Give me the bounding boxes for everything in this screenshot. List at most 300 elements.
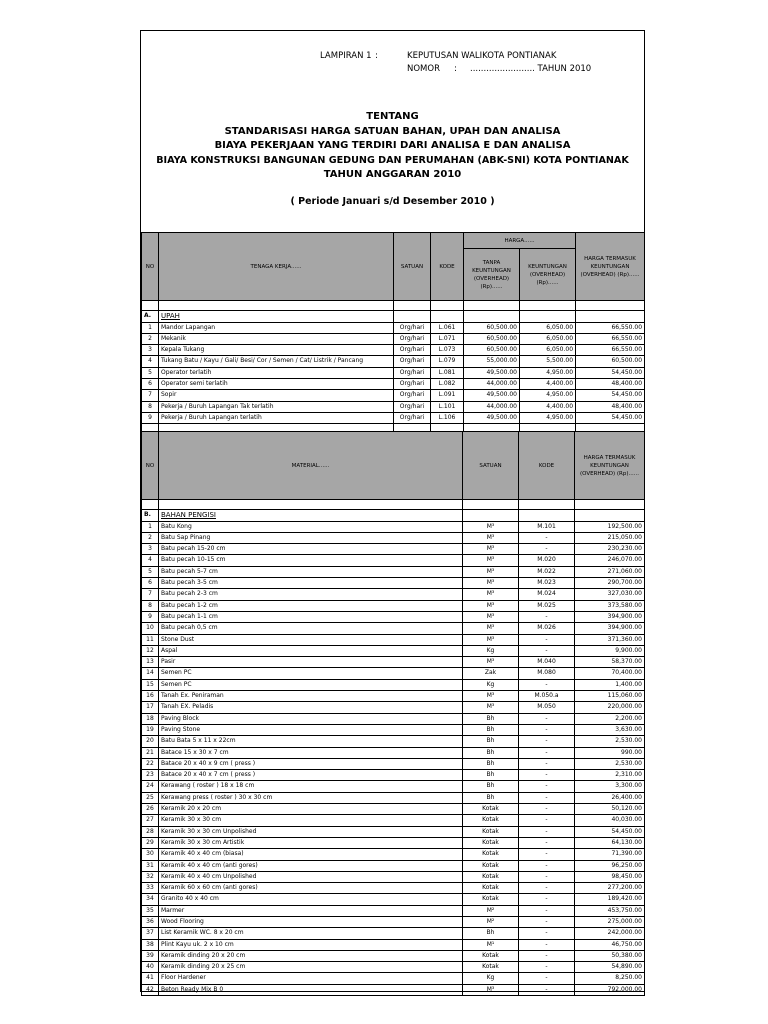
cell-no: 18 — [142, 713, 159, 724]
table-row — [142, 894, 645, 905]
table-row — [142, 984, 645, 995]
cell-material: Batu Bata 5 x 11 x 22cm — [159, 736, 463, 747]
cell-kode: - — [519, 758, 575, 769]
cell-tanpa-keuntungan: 49,500.00 — [464, 412, 520, 423]
cell-tenaga-kerja: Sopir — [159, 390, 394, 401]
nomor-colon: : — [454, 64, 457, 74]
cell-material: Keramik 40 x 40 cm Unpolished — [159, 871, 463, 882]
cell-satuan: Zak — [463, 668, 519, 679]
cell-harga-termasuk: 50,380.00 — [575, 950, 645, 961]
cell-material: List Keramik WC. 8 x 20 cm — [159, 928, 463, 939]
cell-kode: - — [519, 792, 575, 803]
table-row — [142, 939, 645, 950]
cell-harga-termasuk: 54,450.00 — [575, 826, 645, 837]
title-line-1: TENTANG — [366, 111, 419, 122]
cell-harga-termasuk: 2,530.00 — [575, 758, 645, 769]
cell-satuan: M³ — [463, 578, 519, 589]
cell-material: Marmer — [159, 905, 463, 916]
table-row — [142, 815, 645, 826]
cell-harga-termasuk: 115,060.00 — [575, 691, 645, 702]
cell-no: 2 — [142, 532, 159, 543]
cell-tanpa-keuntungan: 60,500.00 — [464, 322, 520, 333]
cell-no: 20 — [142, 736, 159, 747]
cell-kode: M.080 — [519, 668, 575, 679]
cell-material: Keramik 60 x 60 cm (anti gores) — [159, 883, 463, 894]
cell-satuan: M³ — [463, 702, 519, 713]
cell-harga-termasuk: 271,060.00 — [575, 566, 645, 577]
cell-material: Floor Hardener — [159, 973, 463, 984]
cell-no: 6 — [142, 578, 159, 589]
cell-tenaga-kerja: Pekerja / Buruh Lapangan terlatih — [159, 412, 394, 423]
cell-no: 1 — [142, 322, 159, 333]
cell-kode: - — [519, 724, 575, 735]
cell-kode: - — [519, 973, 575, 984]
cell-kode: L.061 — [431, 322, 464, 333]
table-row — [142, 333, 645, 344]
cell-satuan: Bh — [463, 713, 519, 724]
cell-satuan: Org/hari — [394, 412, 431, 423]
cell-kode: - — [519, 747, 575, 758]
cell-material: Batu pecah 1-1 cm — [159, 611, 463, 622]
header-harga-termasuk: HARGA TERMASUK KEUNTUNGAN (OVERHEAD) (Rp)...... — [575, 432, 645, 500]
cell-no: 38 — [142, 939, 159, 950]
cell-material: Batu pecah 1-2 cm — [159, 600, 463, 611]
cell-material: Plint Kayu uk. 2 x 10 cm — [159, 939, 463, 950]
cell-satuan: Kotak — [463, 894, 519, 905]
cell-no: 25 — [142, 792, 159, 803]
cell-material: Keramik dinding 20 x 20 cm — [159, 950, 463, 961]
cell-satuan: M³ — [463, 566, 519, 577]
title-line-5: TAHUN ANGGARAN 2010 — [323, 169, 462, 180]
cell-harga-termasuk: 26,400.00 — [575, 792, 645, 803]
cell-satuan: M³ — [463, 600, 519, 611]
table-row — [142, 578, 645, 589]
cell-no: 14 — [142, 668, 159, 679]
cell-satuan: M³ — [463, 984, 519, 995]
cell-no: 7 — [142, 390, 159, 401]
table-row — [142, 412, 645, 423]
cell-satuan: M³ — [463, 532, 519, 543]
cell-no: 41 — [142, 973, 159, 984]
cell-no: 26 — [142, 804, 159, 815]
cell-harga-termasuk: 98,450.00 — [575, 871, 645, 882]
cell-harga-termasuk: 50,120.00 — [575, 804, 645, 815]
cell-harga-termasuk: 990.00 — [575, 747, 645, 758]
title-line-3: BIAYA PEKERJAAN YANG TERDIRI DARI ANALISA E DAN ANALISA — [214, 140, 571, 151]
cell-harga-termasuk: 2,310.00 — [575, 770, 645, 781]
cell-material: Batu pecah 5-7 cm — [159, 566, 463, 577]
cell-kode: L.073 — [431, 345, 464, 356]
cell-no: 27 — [142, 815, 159, 826]
cell-harga-termasuk: 96,250.00 — [575, 860, 645, 871]
cell-material: Batu Kong — [159, 521, 463, 532]
cell-kode: M.024 — [519, 589, 575, 600]
cell-no: 36 — [142, 916, 159, 927]
cell-no: 7 — [142, 589, 159, 600]
cell-no: 28 — [142, 826, 159, 837]
cell-tanpa-keuntungan: 44,000.00 — [464, 401, 520, 412]
cell-no: 22 — [142, 758, 159, 769]
header-tenaga-kerja: TENAGA KERJA...... — [159, 233, 394, 301]
table-row — [142, 713, 645, 724]
cell-keuntungan: 4,950.00 — [520, 390, 576, 401]
cell-satuan: Kotak — [463, 860, 519, 871]
cell-no: 4 — [142, 356, 159, 367]
cell-harga-termasuk: 290,700.00 — [575, 578, 645, 589]
keputusan-text: KEPUTUSAN WALIKOTA PONTIANAK — [407, 51, 557, 61]
cell-kode: - — [519, 837, 575, 848]
title-line-4: BIAYA KONSTRUKSI BANGUNAN GEDUNG DAN PERUMAHAN (ABK-SNI) KOTA PONTIANAK — [156, 154, 629, 166]
cell-tanpa-keuntungan: 44,000.00 — [464, 379, 520, 390]
cell-tenaga-kerja: Operator terlatih — [159, 367, 394, 378]
cell-kode: M.101 — [519, 521, 575, 532]
cell-material: Batu pecah 0,5 cm — [159, 623, 463, 634]
table-row — [142, 566, 645, 577]
cell-material: Keramik 40 x 40 cm (anti gores) — [159, 860, 463, 871]
cell-keuntungan: 6,050.00 — [520, 322, 576, 333]
cell-kode: L.101 — [431, 401, 464, 412]
table-row — [142, 792, 645, 803]
table-row — [142, 521, 645, 532]
cell-keuntungan: 6,050.00 — [520, 333, 576, 344]
cell-tanpa-keuntungan: 55,000.00 — [464, 356, 520, 367]
cell-satuan: Bh — [463, 770, 519, 781]
cell-no: 24 — [142, 781, 159, 792]
table-row — [142, 611, 645, 622]
cell-harga-termasuk: 3,630.00 — [575, 724, 645, 735]
table-row — [142, 390, 645, 401]
cell-kode: - — [519, 939, 575, 950]
table-row — [142, 804, 645, 815]
cell-harga-termasuk: 40,030.00 — [575, 815, 645, 826]
cell-no: 3 — [142, 345, 159, 356]
table-row — [142, 916, 645, 927]
cell-satuan: M³ — [463, 691, 519, 702]
table-row — [142, 950, 645, 961]
table-row — [142, 962, 645, 973]
cell-satuan: M² — [463, 916, 519, 927]
cell-harga-termasuk: 54,450.00 — [576, 367, 645, 378]
table-row — [142, 544, 645, 555]
cell-kode: M.025 — [519, 600, 575, 611]
cell-kode: - — [519, 860, 575, 871]
cell-harga-termasuk: 230,230.00 — [575, 544, 645, 555]
cell-no: 39 — [142, 950, 159, 961]
cell-material: Wood Flooring — [159, 916, 463, 927]
cell-kode: - — [519, 679, 575, 690]
table-row — [142, 973, 645, 984]
cell-no: 32 — [142, 871, 159, 882]
cell-satuan: Bh — [463, 724, 519, 735]
cell-no: 5 — [142, 566, 159, 577]
cell-kode: - — [519, 544, 575, 555]
cell-satuan: M³ — [463, 657, 519, 668]
cell-material: Pasir — [159, 657, 463, 668]
cell-tenaga-kerja: Mandor Lapangan — [159, 322, 394, 333]
cell-kode: - — [519, 532, 575, 543]
table-row — [142, 668, 645, 679]
cell-no: 4 — [142, 555, 159, 566]
table-row — [142, 367, 645, 378]
cell-no: 29 — [142, 837, 159, 848]
cell-kode: L.079 — [431, 356, 464, 367]
header-harga: HARGA...... — [464, 233, 576, 249]
cell-kode: - — [519, 962, 575, 973]
cell-harga-termasuk: 192,500.00 — [575, 521, 645, 532]
cell-kode: L.081 — [431, 367, 464, 378]
cell-kode: L.091 — [431, 390, 464, 401]
cell-no: 31 — [142, 860, 159, 871]
cell-no: 10 — [142, 623, 159, 634]
table-row — [142, 781, 645, 792]
cell-material: Stone Dust — [159, 634, 463, 645]
document-title — [141, 110, 644, 183]
cell-tanpa-keuntungan: 49,500.00 — [464, 367, 520, 378]
cell-no: 3 — [142, 544, 159, 555]
cell-kode: - — [519, 645, 575, 656]
cell-harga-termasuk: 394,900.00 — [575, 623, 645, 634]
nomor-value: ........................ TAHUN 2010 — [470, 64, 592, 74]
cell-kode: - — [519, 928, 575, 939]
cell-no: 9 — [142, 611, 159, 622]
cell-satuan: Kotak — [463, 962, 519, 973]
cell-satuan: M² — [463, 905, 519, 916]
table-row — [142, 322, 645, 333]
cell-kode: - — [519, 826, 575, 837]
cell-harga-termasuk: 54,450.00 — [576, 390, 645, 401]
cell-no: 11 — [142, 634, 159, 645]
table-row — [142, 758, 645, 769]
cell-satuan: M³ — [463, 544, 519, 555]
cell-material: Batace 20 x 40 x 7 cm ( press ) — [159, 770, 463, 781]
cell-satuan: Kg — [463, 973, 519, 984]
table-row — [142, 634, 645, 645]
cell-satuan: Bh — [463, 928, 519, 939]
table-row — [142, 770, 645, 781]
cell-satuan: Org/hari — [394, 367, 431, 378]
cell-satuan: M¹ — [463, 939, 519, 950]
cell-harga-termasuk: 66,550.00 — [576, 322, 645, 333]
cell-kode: - — [519, 950, 575, 961]
table-row — [142, 532, 645, 543]
cell-material: Aspal — [159, 645, 463, 656]
material-table — [141, 431, 645, 996]
cell-material: Kerawang press ( roster ) 30 x 30 cm — [159, 792, 463, 803]
cell-harga-termasuk: 242,000.00 — [575, 928, 645, 939]
cell-no: 35 — [142, 905, 159, 916]
table-row — [142, 747, 645, 758]
cell-kode: - — [519, 804, 575, 815]
cell-tenaga-kerja: Operator semi terlatih — [159, 379, 394, 390]
cell-harga-termasuk: 371,360.00 — [575, 634, 645, 645]
table-row — [142, 379, 645, 390]
cell-satuan: Kotak — [463, 871, 519, 882]
cell-satuan: Org/hari — [394, 390, 431, 401]
header-kode: KODE — [431, 233, 464, 301]
cell-tenaga-kerja: Mekanik — [159, 333, 394, 344]
cell-satuan: M³ — [463, 555, 519, 566]
nomor-label: NOMOR — [407, 64, 440, 74]
cell-harga-termasuk: 54,450.00 — [576, 412, 645, 423]
cell-kode: M.023 — [519, 578, 575, 589]
cell-material: Paving Stone — [159, 724, 463, 735]
table-row — [142, 736, 645, 747]
cell-satuan: Bh — [463, 758, 519, 769]
cell-satuan: M³ — [463, 634, 519, 645]
cell-no: 8 — [142, 600, 159, 611]
cell-kode: - — [519, 713, 575, 724]
cell-material: Batu pecah 10-15 cm — [159, 555, 463, 566]
lampiran-label: LAMPIRAN 1 — [320, 51, 372, 61]
table-row — [142, 345, 645, 356]
header-harga-termasuk: HARGA TERMASUK KEUNTUNGAN (OVERHEAD) (Rp)...... — [576, 233, 645, 301]
cell-satuan: M³ — [463, 521, 519, 532]
table-row — [142, 401, 645, 412]
cell-satuan: Org/hari — [394, 333, 431, 344]
cell-no: 16 — [142, 691, 159, 702]
cell-harga-termasuk: 8,250.00 — [575, 973, 645, 984]
cell-harga-termasuk: 66,550.00 — [576, 333, 645, 344]
table-row — [142, 702, 645, 713]
lampiran-colon: : — [375, 51, 378, 61]
cell-satuan: Bh — [463, 736, 519, 747]
header-satuan: SATUAN — [463, 432, 519, 500]
cell-material: Tanah Ex. Peniraman — [159, 691, 463, 702]
cell-no: 23 — [142, 770, 159, 781]
table-row — [142, 555, 645, 566]
cell-no: 5 — [142, 367, 159, 378]
table-row — [142, 657, 645, 668]
cell-material: Paving Block — [159, 713, 463, 724]
cell-harga-termasuk: 60,500.00 — [576, 356, 645, 367]
table-row — [142, 849, 645, 860]
cell-no: 30 — [142, 849, 159, 860]
header-no: NO — [142, 233, 159, 301]
table-row — [142, 905, 645, 916]
table-row — [142, 724, 645, 735]
cell-no: 8 — [142, 401, 159, 412]
cell-no: 40 — [142, 962, 159, 973]
cell-tanpa-keuntungan: 49,500.00 — [464, 390, 520, 401]
cell-harga-termasuk: 48,400.00 — [576, 379, 645, 390]
cell-keuntungan: 4,400.00 — [520, 379, 576, 390]
cell-harga-termasuk: 453,750.00 — [575, 905, 645, 916]
cell-harga-termasuk: 66,550.00 — [576, 345, 645, 356]
cell-tanpa-keuntungan: 60,500.00 — [464, 345, 520, 356]
cell-harga-termasuk: 373,580.00 — [575, 600, 645, 611]
cell-keuntungan: 5,500.00 — [520, 356, 576, 367]
cell-harga-termasuk: 1,400.00 — [575, 679, 645, 690]
cell-material: Batace 20 x 40 x 9 cm ( press ) — [159, 758, 463, 769]
periode-text: ( Periode Januari s/d Desember 2010 ) — [290, 196, 495, 207]
title-line-2: STANDARISASI HARGA SATUAN BAHAN, UPAH DAN ANALISA — [224, 125, 561, 137]
cell-kode: - — [519, 849, 575, 860]
cell-no: 9 — [142, 412, 159, 423]
cell-satuan: Kotak — [463, 883, 519, 894]
cell-no: 19 — [142, 724, 159, 735]
cell-material: Semen PC — [159, 668, 463, 679]
cell-keuntungan: 4,950.00 — [520, 412, 576, 423]
table-row — [142, 860, 645, 871]
cell-satuan: Kotak — [463, 849, 519, 860]
section-a-row — [142, 311, 645, 322]
cell-kode: - — [519, 611, 575, 622]
cell-keuntungan: 4,950.00 — [520, 367, 576, 378]
cell-material: Batu Sap Pinang — [159, 532, 463, 543]
cell-kode: - — [519, 781, 575, 792]
cell-kode: L.082 — [431, 379, 464, 390]
cell-harga-termasuk: 792,000.00 — [575, 984, 645, 995]
section-b-title: BAHAN PENGISI — [159, 510, 463, 521]
cell-no: 17 — [142, 702, 159, 713]
cell-satuan: M³ — [463, 623, 519, 634]
cell-satuan: Kotak — [463, 950, 519, 961]
cell-satuan: Kotak — [463, 837, 519, 848]
table-row — [142, 826, 645, 837]
cell-harga-termasuk: 327,030.00 — [575, 589, 645, 600]
cell-harga-termasuk: 215,050.00 — [575, 532, 645, 543]
cell-kode: M.050 — [519, 702, 575, 713]
table-row — [142, 600, 645, 611]
table-row — [142, 928, 645, 939]
cell-no: 13 — [142, 657, 159, 668]
lampiran-header — [320, 50, 591, 76]
cell-material: Batace 15 x 30 x 7 cm — [159, 747, 463, 758]
cell-no: 42 — [142, 984, 159, 995]
cell-harga-termasuk: 3,300.00 — [575, 781, 645, 792]
cell-satuan: Kotak — [463, 826, 519, 837]
cell-satuan: Bh — [463, 792, 519, 803]
cell-tanpa-keuntungan: 60,500.00 — [464, 333, 520, 344]
table-row — [142, 883, 645, 894]
header-no: NO — [142, 432, 159, 500]
cell-material: Granito 40 x 40 cm — [159, 894, 463, 905]
section-a-title: UPAH — [159, 311, 394, 322]
table-row — [142, 871, 645, 882]
cell-harga-termasuk: 58,370.00 — [575, 657, 645, 668]
cell-satuan: Bh — [463, 747, 519, 758]
cell-kode: - — [519, 871, 575, 882]
cell-tenaga-kerja: Pekerja / Buruh Lapangan Tak terlatih — [159, 401, 394, 412]
cell-satuan: Kotak — [463, 815, 519, 826]
cell-material: Tanah EX. Peladis — [159, 702, 463, 713]
cell-satuan: M³ — [463, 611, 519, 622]
cell-harga-termasuk: 2,200.00 — [575, 713, 645, 724]
table-row — [142, 691, 645, 702]
cell-satuan: Org/hari — [394, 379, 431, 390]
cell-satuan: Org/hari — [394, 356, 431, 367]
table-row — [142, 589, 645, 600]
cell-no: 33 — [142, 883, 159, 894]
cell-tenaga-kerja: Tukang Batu / Kayu / Gali/ Besi/ Cor / Semen / Cat/ Listrik / Pancang — [159, 356, 394, 367]
cell-no: 12 — [142, 645, 159, 656]
cell-kode: - — [519, 770, 575, 781]
cell-keuntungan: 4,400.00 — [520, 401, 576, 412]
cell-satuan: Kg — [463, 679, 519, 690]
cell-kode: - — [519, 894, 575, 905]
cell-no: 15 — [142, 679, 159, 690]
cell-harga-termasuk: 71,390.00 — [575, 849, 645, 860]
cell-kode: - — [519, 736, 575, 747]
cell-material: Keramik 30 x 30 cm Artistik — [159, 837, 463, 848]
header-kode: KODE — [519, 432, 575, 500]
cell-material: Batu pecah 2-3 cm — [159, 589, 463, 600]
cell-kode: M.040 — [519, 657, 575, 668]
cell-kode: - — [519, 634, 575, 645]
cell-harga-termasuk: 246,070.00 — [575, 555, 645, 566]
header-tanpa-keuntungan: TANPA KEUNTUNGAN (OVERHEAD) (Rp)...... — [464, 249, 520, 301]
cell-kode: L.106 — [431, 412, 464, 423]
